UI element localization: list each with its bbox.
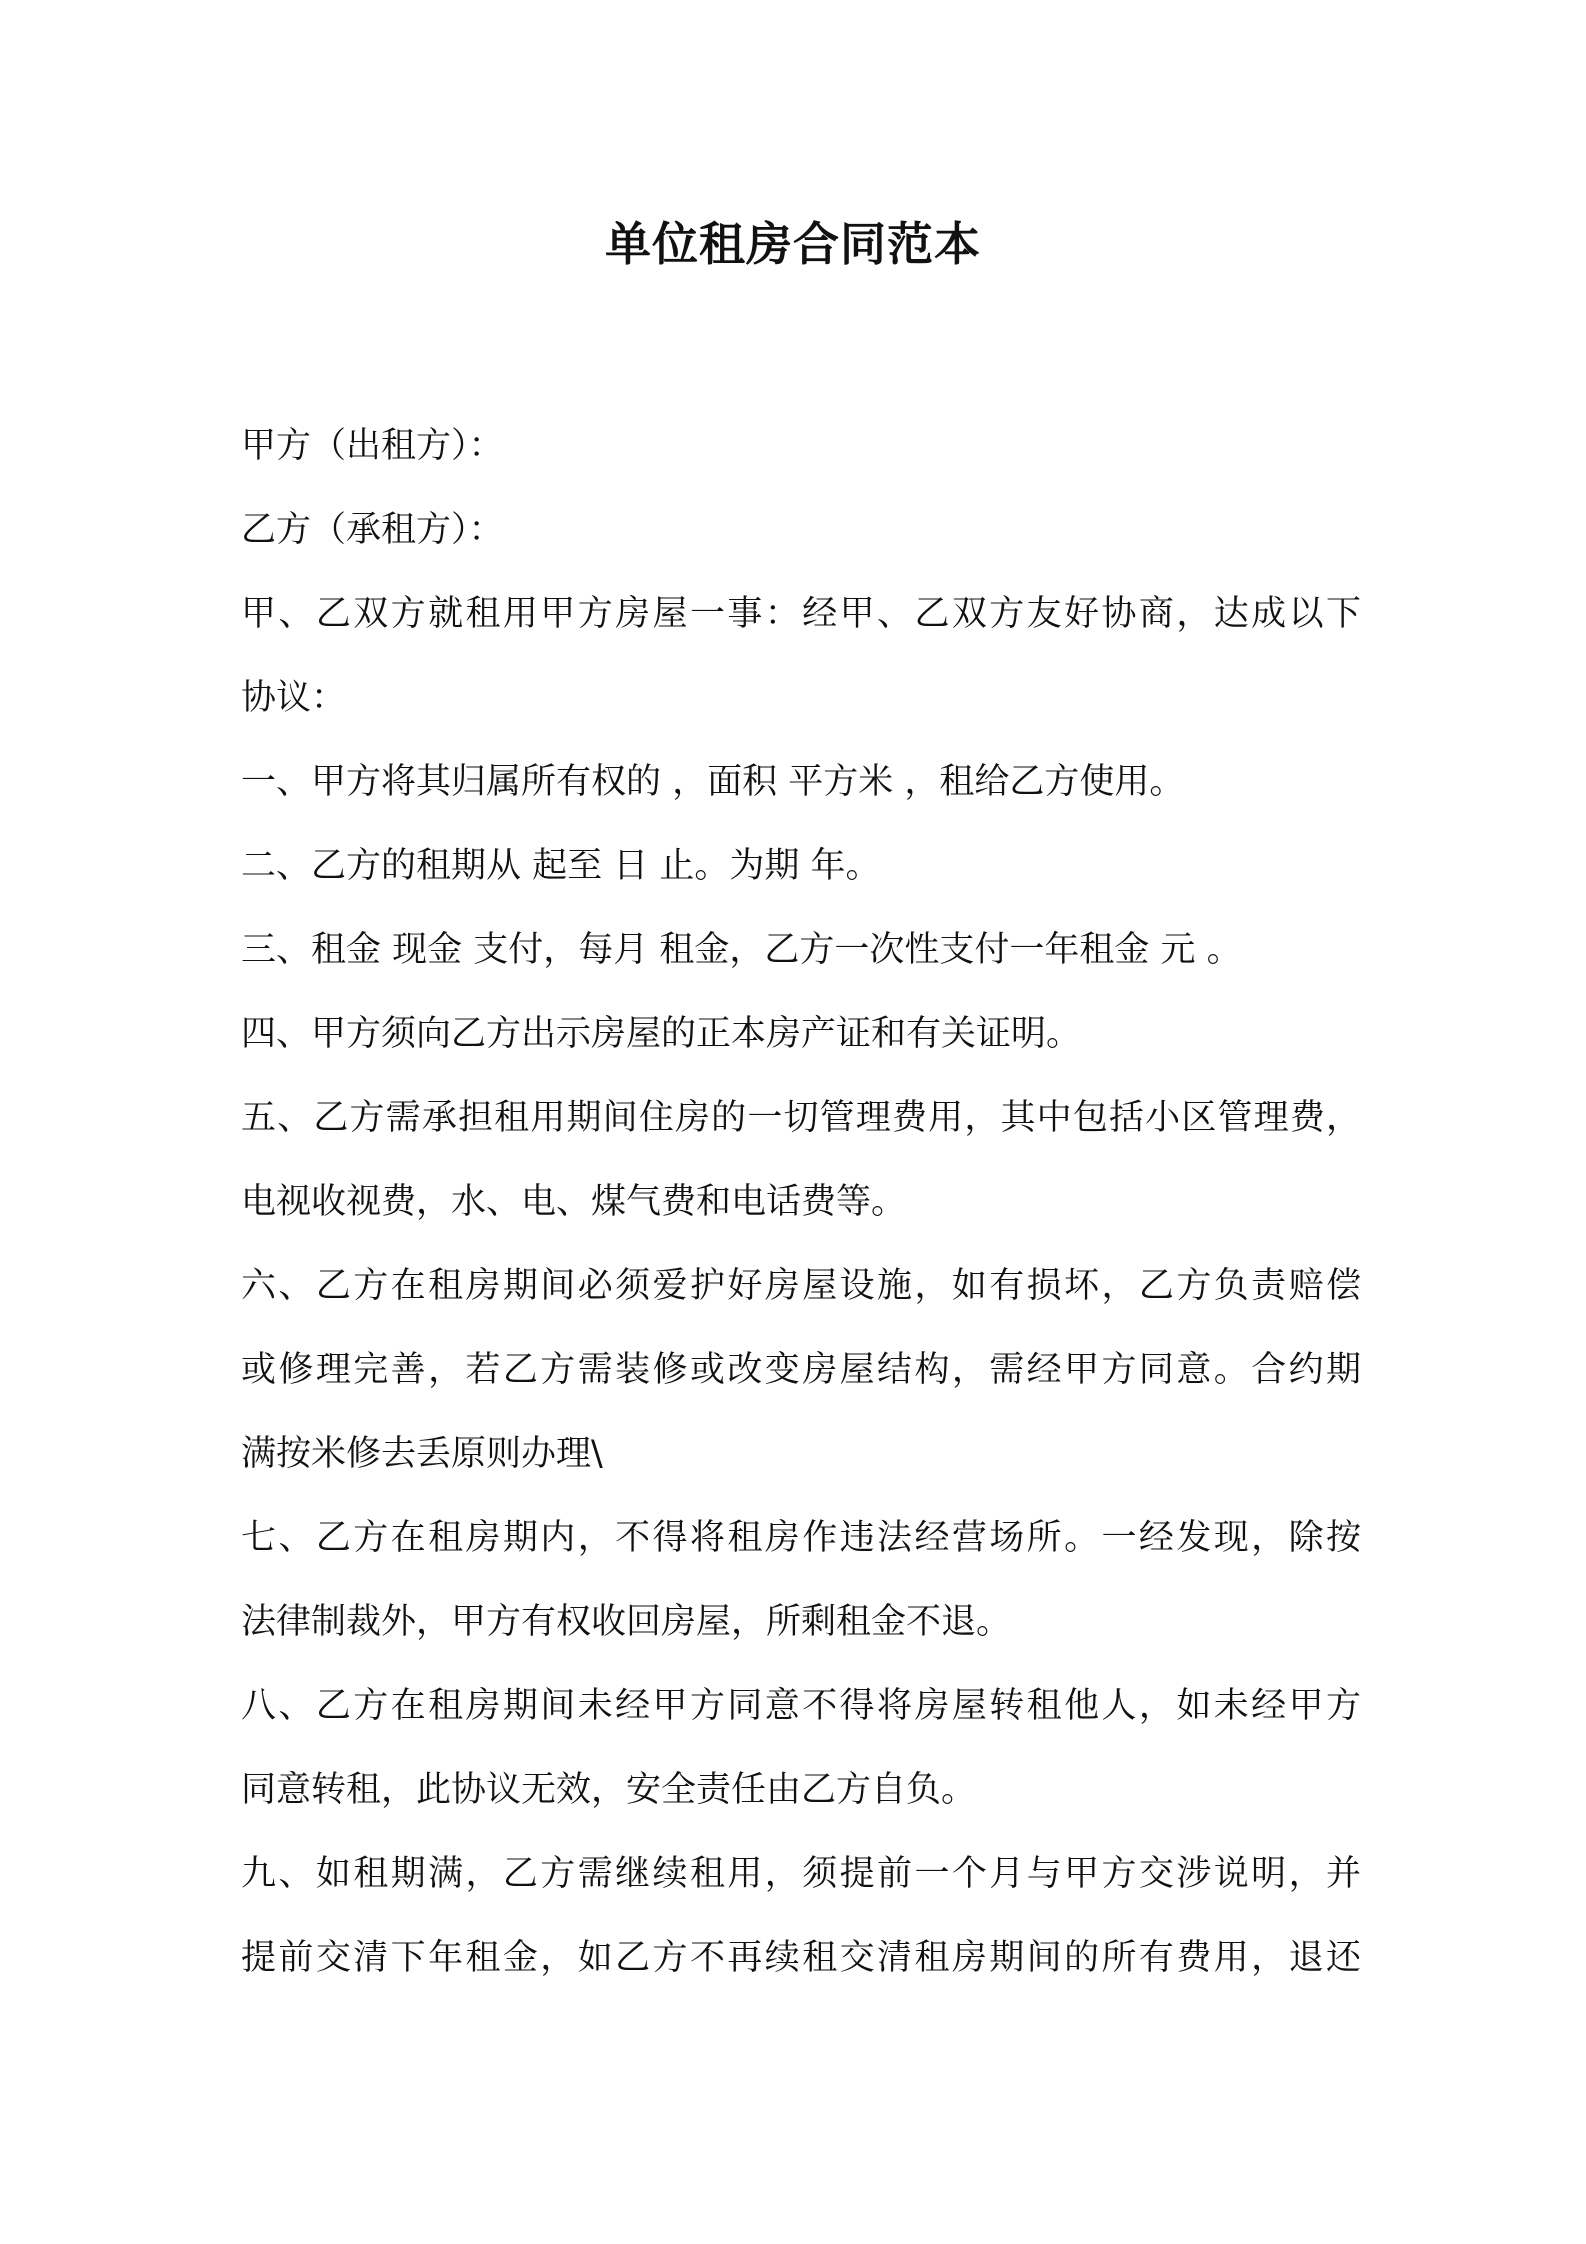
clause-7-line-2: 法律制裁外，甲方有权收回房屋，所剩租金不退。 xyxy=(241,1602,1012,1642)
party-b-line: 乙方（承租方）： xyxy=(241,510,504,550)
clause-8-line-2: 同意转租，此协议无效，安全责任由乙方自负。 xyxy=(241,1770,977,1810)
clause-5-line-1: 五、乙方需承担租用期间住房的一切管理费用，其中包括小区管理费， xyxy=(241,1098,1361,1138)
intro-line-1: 甲、乙双方就租用甲方房屋一事：经甲、乙双方友好协商，达成以下 xyxy=(241,594,1361,634)
document-title: 单位租房合同范本 xyxy=(605,217,981,271)
intro-line-2: 协议： xyxy=(241,678,347,718)
clause-9-line-2: 提前交清下年租金，如乙方不再续租交清租房期间的所有费用，退还 xyxy=(241,1938,1361,1978)
clause-6-line-1: 六、乙方在租房期间必须爱护好房屋设施，如有损坏，乙方负责赔偿 xyxy=(241,1266,1361,1306)
clause-9-line-1: 九、如租期满，乙方需继续租用，须提前一个月与甲方交涉说明，并 xyxy=(241,1854,1361,1894)
document-body xyxy=(241,404,1361,2000)
clause-3-line: 三、租金 现金 支付，每月 租金，乙方一次性支付一年租金 元 。 xyxy=(241,930,1242,970)
clause-1-line: 一、甲方将其归属所有权的 ，面积 平方米 ，租给乙方使用。 xyxy=(241,762,1185,802)
clause-2-line: 二、乙方的租期从 起至 日 止。为期 年。 xyxy=(241,846,881,886)
clause-5-line-2: 电视收视费，水、电、煤气费和电话费等。 xyxy=(241,1182,907,1222)
clause-7-line-1: 七、乙方在租房期内，不得将租房作违法经营场所。一经发现，除按 xyxy=(241,1518,1361,1558)
clause-4-line: 四、甲方须向乙方出示房屋的正本房产证和有关证明。 xyxy=(241,1014,1082,1054)
clause-6-line-3: 满按米修去丢原则办理\ xyxy=(241,1434,603,1474)
clause-6-line-2: 或修理完善，若乙方需装修或改变房屋结构，需经甲方同意。合约期 xyxy=(241,1350,1361,1390)
clause-8-line-1: 八、乙方在租房期间未经甲方同意不得将房屋转租他人，如未经甲方 xyxy=(241,1686,1361,1726)
party-a-line: 甲方（出租方）： xyxy=(241,426,504,466)
